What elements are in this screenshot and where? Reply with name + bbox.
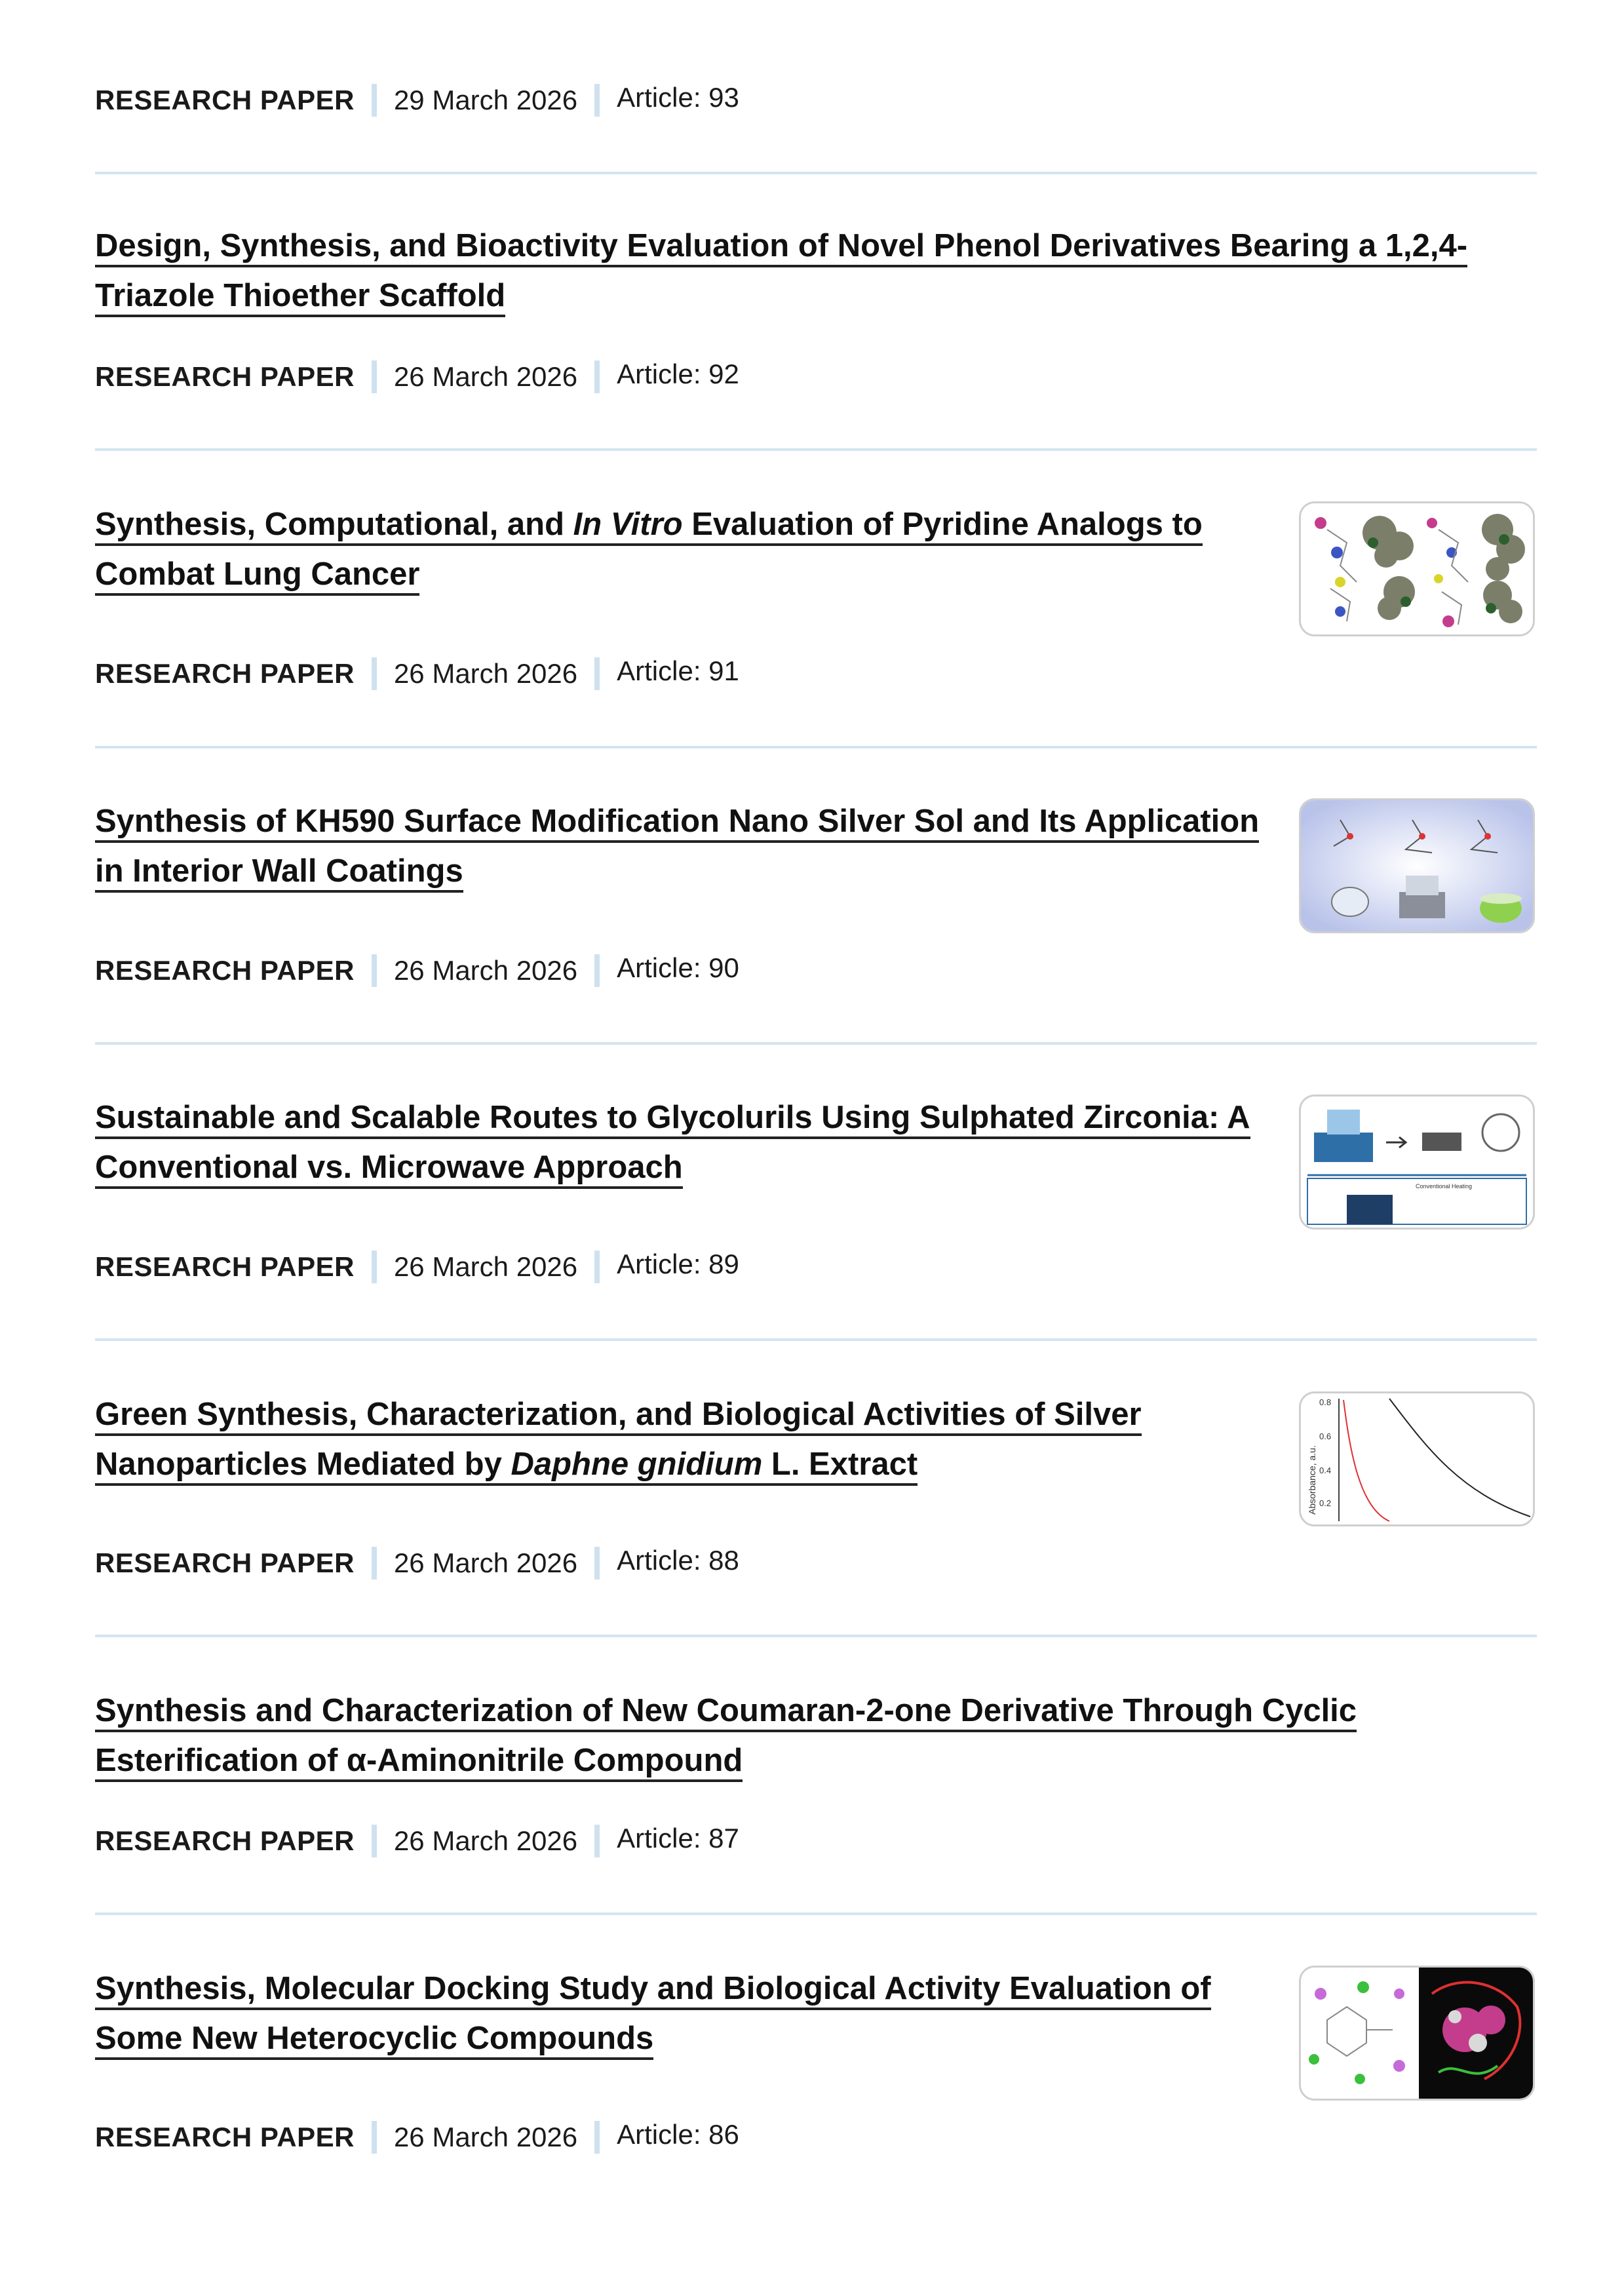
chart-axis-label: Absorbance, a.u. <box>1307 1445 1317 1515</box>
article-title <box>95 499 1275 599</box>
chart-tick: 0.4 <box>1319 1465 1332 1475</box>
meta-separator <box>372 1547 377 1580</box>
article-type: RESEARCH PAPER <box>95 955 355 986</box>
article-title-link[interactable]: Synthesis, Molecular Docking Study and Biological Activity Evaluation of Some New Heterocyclic Compounds <box>95 1971 1211 2060</box>
divider <box>95 1338 1537 1341</box>
article-type: RESEARCH PAPER <box>95 2122 355 2152</box>
meta-separator <box>594 2121 600 2154</box>
article-meta-89 <box>95 1244 739 1290</box>
article-number: Article: 92 <box>617 359 739 389</box>
reaction-scheme-graphic <box>1301 1096 1533 1228</box>
divider <box>95 746 1537 748</box>
article-thumbnail-86[interactable] <box>1299 1966 1535 2101</box>
article-title <box>95 1389 1275 1489</box>
meta-separator <box>594 1825 600 1857</box>
article-meta-92 <box>95 354 739 400</box>
article-title <box>95 796 1275 896</box>
article-meta-86 <box>95 2114 739 2160</box>
article-type: RESEARCH PAPER <box>95 658 355 689</box>
article-number: Article: 93 <box>617 82 739 113</box>
article-date: 26 March 2026 <box>393 2122 578 2152</box>
article-thumbnail-91[interactable] <box>1299 501 1535 636</box>
article-number: Article: 87 <box>617 1823 739 1853</box>
article-date: 26 March 2026 <box>393 658 578 689</box>
article-type: RESEARCH PAPER <box>95 1825 355 1856</box>
meta-separator <box>372 84 377 117</box>
article-title <box>95 1686 1537 1785</box>
meta-separator <box>594 954 600 987</box>
divider <box>95 1912 1537 1915</box>
article-date: 29 March 2026 <box>393 85 578 115</box>
article-thumbnail-90[interactable] <box>1299 798 1535 933</box>
article-meta-93 <box>95 77 739 123</box>
chart-tick: 0.6 <box>1319 1431 1332 1441</box>
article-thumbnail-88[interactable] <box>1299 1391 1535 1526</box>
meta-separator <box>372 2121 377 2154</box>
molecular-structures-graphic <box>1301 503 1533 634</box>
article-date: 26 March 2026 <box>393 1251 578 1282</box>
article-meta-90 <box>95 948 739 994</box>
article-number: Article: 90 <box>617 952 739 983</box>
article-title-link[interactable]: Synthesis and Characterization of New Coumaran-2-one Derivative Through Cyclic Esterification of α-Aminonitrile Compound <box>95 1693 1357 1782</box>
title-italic-text: Daphne gnidium <box>511 1446 763 1482</box>
article-number: Article: 91 <box>617 655 739 686</box>
chart-tick: 0.8 <box>1319 1397 1332 1407</box>
article-title-link[interactable]: Design, Synthesis, and Bioactivity Evaluation of Novel Phenol Derivatives Bearing a 1,2,4-Triazole Thioether Scaffold <box>95 228 1467 317</box>
meta-separator <box>372 360 377 393</box>
meta-separator <box>372 954 377 987</box>
article-meta-87 <box>95 1818 739 1864</box>
lab-apparatus-graphic <box>1301 800 1533 931</box>
title-italic-text: In Vitro <box>573 507 683 542</box>
title-text: L. Extract <box>762 1446 918 1482</box>
article-title <box>95 1093 1275 1192</box>
title-text: Evaluation of Pyridine Analogs to Combat Lung Cancer <box>95 507 1203 592</box>
article-title-link[interactable]: Synthesis of KH590 Surface Modification Nano Silver Sol and Its Application in Interior Wall Coatings <box>95 804 1259 893</box>
divider <box>95 448 1537 451</box>
article-number: Article: 88 <box>617 1545 739 1576</box>
article-date: 26 March 2026 <box>393 1825 578 1856</box>
article-meta-91 <box>95 651 739 697</box>
chart-tick: 0.2 <box>1319 1498 1332 1508</box>
divider <box>95 1042 1537 1045</box>
article-title-link[interactable] <box>95 1397 1142 1486</box>
divider <box>95 172 1537 174</box>
article-thumbnail-89[interactable] <box>1299 1095 1535 1230</box>
article-meta-88 <box>95 1540 739 1586</box>
article-date: 26 March 2026 <box>393 955 578 986</box>
article-date: 26 March 2026 <box>393 361 578 392</box>
meta-separator <box>594 1547 600 1580</box>
svg-text:Conventional Heating: Conventional Heating <box>1416 1183 1473 1190</box>
article-title <box>95 1964 1275 2063</box>
article-number: Article: 86 <box>617 2119 739 2150</box>
molecular-docking-graphic <box>1301 1968 1533 2099</box>
article-type: RESEARCH PAPER <box>95 1547 355 1578</box>
title-text: Green Synthesis, Characterization, and Biological Activities of Silver Nanoparticles Mediated by <box>95 1397 1142 1482</box>
article-type: RESEARCH PAPER <box>95 1251 355 1282</box>
article-date: 26 March 2026 <box>393 1547 578 1578</box>
meta-separator <box>372 1825 377 1857</box>
article-title-link[interactable]: Sustainable and Scalable Routes to Glycolurils Using Sulphated Zirconia: A Conventional vs. Microwave Approach <box>95 1100 1250 1189</box>
divider <box>95 1635 1537 1637</box>
article-title <box>95 221 1537 320</box>
article-title-link[interactable] <box>95 507 1203 596</box>
meta-separator <box>594 360 600 393</box>
title-text: Synthesis, Computational, and <box>95 507 573 542</box>
meta-separator <box>594 657 600 690</box>
meta-separator <box>594 1251 600 1283</box>
meta-separator <box>372 657 377 690</box>
article-number: Article: 89 <box>617 1249 739 1279</box>
meta-separator <box>594 84 600 117</box>
meta-separator <box>372 1251 377 1283</box>
absorbance-chart-graphic <box>1301 1393 1533 1524</box>
article-type: RESEARCH PAPER <box>95 361 355 392</box>
article-type: RESEARCH PAPER <box>95 85 355 115</box>
